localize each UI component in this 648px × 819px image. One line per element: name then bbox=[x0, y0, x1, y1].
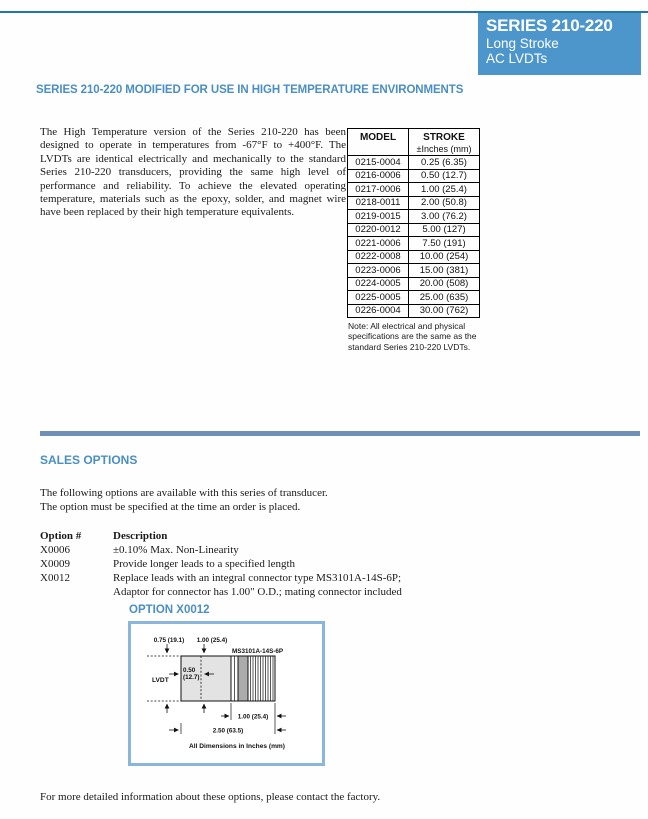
table-note: Note: All electrical and physical specifications are the same as the standard Series 210-220 LVDTs. bbox=[348, 321, 477, 352]
sales-options-heading: SALES OPTIONS bbox=[40, 453, 138, 467]
stroke-column-units: ±Inches (mm) bbox=[416, 144, 472, 154]
table-row bbox=[348, 264, 480, 278]
series-subtitle-stroke: Long Stroke bbox=[486, 36, 559, 51]
high-temp-paragraph: The High Temperature version of the Series 210-220 has been designed to operate in temperatures from -67°F to +400°F. The LVDTs are identical electrically and mechanically to the standard Series 210-220 transducers, providing the same high level of performance and reliability. To achieve the elevated operating temperature, materials such as the epoxy, solder, and magnet wire have been replaced by their high temperature equivalents. bbox=[40, 126, 346, 219]
options-list bbox=[40, 529, 600, 599]
table-row bbox=[348, 183, 480, 197]
model-cell: 0215-0004 bbox=[348, 156, 409, 170]
connector-type-label: MS3101A-14S-6P bbox=[232, 648, 284, 655]
sales-intro-line-2: The option must be specified at the time an order is placed. bbox=[40, 501, 301, 513]
stroke-cell: 25.00 (635) bbox=[409, 291, 480, 305]
model-cell: 0225-0005 bbox=[348, 291, 409, 305]
model-cell: 0220-0012 bbox=[348, 223, 409, 237]
stroke-table-header-row bbox=[348, 129, 480, 156]
description-column-header: Description bbox=[113, 530, 168, 542]
connector-section bbox=[248, 656, 275, 701]
footer-contact-line: For more detailed information about these options, please contact the factory. bbox=[40, 791, 381, 803]
model-cell: 0221-0006 bbox=[348, 237, 409, 251]
table-row bbox=[348, 291, 480, 305]
stroke-cell: 30.00 (762) bbox=[409, 304, 480, 318]
list-item bbox=[40, 557, 600, 571]
dim-100-top-label: 1.00 (25.4) bbox=[196, 637, 228, 644]
dim-075-label: 0.75 (19.1) bbox=[153, 637, 185, 644]
option-id: X0012 bbox=[40, 572, 70, 584]
stroke-cell: 0.50 (12.7) bbox=[409, 169, 480, 183]
option-id: X0009 bbox=[40, 558, 70, 570]
options-header-row bbox=[40, 529, 600, 543]
model-cell: 0226-0004 bbox=[348, 304, 409, 318]
stroke-cell: 10.00 (254) bbox=[409, 250, 480, 264]
high-temp-heading: SERIES 210-220 MODIFIED FOR USE IN HIGH TEMPERATURE ENVIRONMENTS bbox=[36, 84, 464, 96]
option-description bbox=[113, 571, 600, 599]
stroke-cell: 15.00 (381) bbox=[409, 264, 480, 278]
model-column-header: MODEL bbox=[348, 129, 409, 156]
model-cell: 0216-0006 bbox=[348, 169, 409, 183]
model-cell: 0222-0008 bbox=[348, 250, 409, 264]
dimensions-note-label: All Dimensions in Inches (mm) bbox=[189, 743, 285, 750]
model-cell: 0223-0006 bbox=[348, 264, 409, 278]
option-description: ±0.10% Max. Non-Linearity bbox=[113, 544, 239, 556]
table-row bbox=[348, 250, 480, 264]
option-description-line-2: Adaptor for connector has 1.00" O.D.; mating connector included bbox=[113, 586, 402, 598]
option-id: X0006 bbox=[40, 544, 70, 556]
option-number-column-header: Option # bbox=[40, 530, 82, 542]
dim-050-label-line2: (12.7) bbox=[183, 674, 200, 681]
option-x0012-heading: OPTION X0012 bbox=[129, 604, 210, 616]
dim-250-label: 2.50 (63.5) bbox=[212, 727, 244, 735]
dim-100-bottom-label: 1.00 (25.4) bbox=[237, 713, 269, 721]
series-subtitle-type: AC LVDTs bbox=[486, 51, 548, 66]
model-cell: 0217-0006 bbox=[348, 183, 409, 197]
lvdt-label: LVDT bbox=[152, 677, 169, 684]
table-row bbox=[348, 196, 480, 210]
lvdt-dimension-drawing bbox=[131, 624, 322, 763]
table-row bbox=[348, 210, 480, 224]
sales-intro-line-1: The following options are available with this series of transducer. bbox=[40, 487, 328, 499]
stroke-cell: 7.50 (191) bbox=[409, 237, 480, 251]
stroke-column-header bbox=[409, 129, 480, 156]
model-cell: 0219-0015 bbox=[348, 210, 409, 224]
table-row bbox=[348, 277, 480, 291]
stroke-column-title: STROKE bbox=[423, 132, 465, 143]
stroke-cell: 0.25 (6.35) bbox=[409, 156, 480, 170]
model-cell: 0218-0011 bbox=[348, 196, 409, 210]
stroke-cell: 3.00 (76.2) bbox=[409, 210, 480, 224]
adaptor-section bbox=[238, 656, 248, 701]
series-header-banner bbox=[478, 13, 641, 75]
table-row bbox=[348, 223, 480, 237]
option-description-line-1: Replace leads with an integral connector type MS3101A-14S-6P; bbox=[113, 572, 402, 584]
section-divider-bar bbox=[40, 431, 640, 436]
stroke-cell: 5.00 (127) bbox=[409, 223, 480, 237]
list-item bbox=[40, 571, 600, 599]
table-row bbox=[348, 169, 480, 183]
stroke-table bbox=[347, 128, 480, 318]
option-x0012-drawing-frame bbox=[128, 621, 325, 766]
dim-050-label-line1: 0.50 bbox=[183, 667, 196, 674]
option-description: Provide longer leads to a specified length bbox=[113, 558, 296, 570]
list-item bbox=[40, 543, 600, 557]
stroke-cell: 2.00 (50.8) bbox=[409, 196, 480, 210]
table-row bbox=[348, 156, 480, 170]
series-title: SERIES 210-220 bbox=[486, 16, 613, 35]
table-row bbox=[348, 304, 480, 318]
stroke-cell: 20.00 (508) bbox=[409, 277, 480, 291]
sales-options-intro bbox=[40, 486, 600, 514]
model-cell: 0224-0005 bbox=[348, 277, 409, 291]
table-row bbox=[348, 237, 480, 251]
stroke-cell: 1.00 (25.4) bbox=[409, 183, 480, 197]
